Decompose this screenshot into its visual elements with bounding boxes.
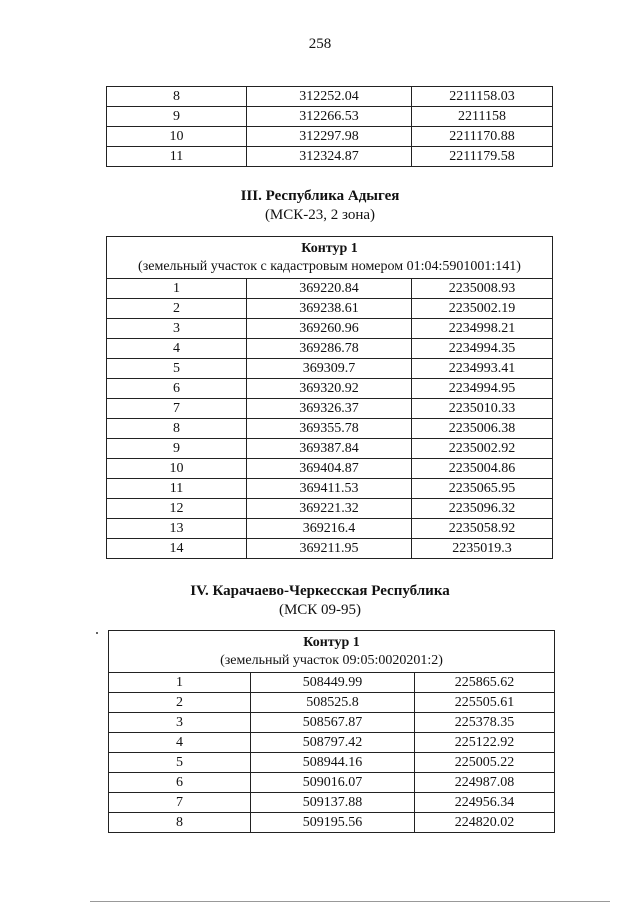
y-coordinate-cell: 224820.02 [415, 813, 555, 833]
point-number-cell: 14 [107, 539, 247, 559]
y-coordinate-cell: 2211158 [412, 107, 553, 127]
point-number-cell: 5 [109, 753, 251, 773]
contour-title: Контур 1 [303, 635, 360, 650]
page-bottom-edge [90, 901, 610, 902]
y-coordinate-cell: 2235008.93 [412, 279, 553, 299]
x-coordinate-cell: 369404.87 [247, 459, 412, 479]
table-row [107, 419, 553, 439]
table-row [109, 713, 555, 733]
x-coordinate-cell: 369320.92 [247, 379, 412, 399]
point-number-cell: 11 [107, 479, 247, 499]
y-coordinate-cell: 2211170.88 [412, 127, 553, 147]
x-coordinate-cell: 509195.56 [251, 813, 415, 833]
x-coordinate-cell: 508944.16 [251, 753, 415, 773]
x-coordinate-cell: 369211.95 [247, 539, 412, 559]
section-heading-adygea [0, 187, 640, 225]
point-number-cell: 4 [107, 339, 247, 359]
x-coordinate-cell: 312252.04 [247, 87, 412, 107]
table-row [107, 399, 553, 419]
x-coordinate-cell: 369221.32 [247, 499, 412, 519]
section-heading-karachay-cherkessia [0, 582, 640, 620]
y-coordinate-cell: 2211158.03 [412, 87, 553, 107]
y-coordinate-cell: 2235065.95 [412, 479, 553, 499]
point-number-cell: 6 [109, 773, 251, 793]
scan-speck [96, 632, 98, 634]
table-row [107, 459, 553, 479]
point-number-cell: 1 [107, 279, 247, 299]
section-subtitle: (МСК-23, 2 зона) [264, 207, 376, 223]
section-subtitle: (МСК 09-95) [278, 602, 362, 618]
y-coordinate-cell: 2235006.38 [412, 419, 553, 439]
table-row [107, 339, 553, 359]
point-number-cell: 8 [107, 419, 247, 439]
contour-title: Контур 1 [301, 241, 358, 256]
point-number-cell: 7 [107, 399, 247, 419]
x-coordinate-cell: 312297.98 [247, 127, 412, 147]
x-coordinate-cell: 509137.88 [251, 793, 415, 813]
point-number-cell: 11 [107, 147, 247, 167]
y-coordinate-cell: 225505.61 [415, 693, 555, 713]
table-row [107, 319, 553, 339]
y-coordinate-cell: 2234993.41 [412, 359, 553, 379]
x-coordinate-cell: 369238.61 [247, 299, 412, 319]
point-number-cell: 10 [107, 127, 247, 147]
y-coordinate-cell: 2234994.95 [412, 379, 553, 399]
point-number-cell: 13 [107, 519, 247, 539]
table-row [109, 813, 555, 833]
y-coordinate-cell: 2211179.58 [412, 147, 553, 167]
y-coordinate-cell: 225865.62 [415, 673, 555, 693]
contour-header-row [107, 237, 553, 279]
table-row [107, 539, 553, 559]
y-coordinate-cell: 2235002.19 [412, 299, 553, 319]
y-coordinate-cell: 2235058.92 [412, 519, 553, 539]
coordinates-table-adygea [106, 236, 553, 559]
contour-header [109, 631, 555, 673]
point-number-cell: 1 [109, 673, 251, 693]
table-row [109, 793, 555, 813]
x-coordinate-cell: 312324.87 [247, 147, 412, 167]
point-number-cell: 5 [107, 359, 247, 379]
table-row [107, 107, 553, 127]
x-coordinate-cell: 508567.87 [251, 713, 415, 733]
point-number-cell: 2 [107, 299, 247, 319]
coordinates-table-karachay-cherkessia [108, 630, 555, 833]
x-coordinate-cell: 369387.84 [247, 439, 412, 459]
y-coordinate-cell: 2234998.21 [412, 319, 553, 339]
table-row [107, 87, 553, 107]
table-row [107, 499, 553, 519]
y-coordinate-cell: 224956.34 [415, 793, 555, 813]
point-number-cell: 7 [109, 793, 251, 813]
coordinates-table-continued [106, 86, 553, 167]
point-number-cell: 3 [109, 713, 251, 733]
table-row [107, 519, 553, 539]
table-row [109, 753, 555, 773]
x-coordinate-cell: 369220.84 [247, 279, 412, 299]
table-row [107, 279, 553, 299]
contour-header [107, 237, 553, 279]
contour-note: (земельный участок с кадастровым номером 01:04:5901001:141) [138, 259, 521, 274]
table-row [107, 127, 553, 147]
x-coordinate-cell: 369286.78 [247, 339, 412, 359]
point-number-cell: 10 [107, 459, 247, 479]
table-row [107, 147, 553, 167]
x-coordinate-cell: 508449.99 [251, 673, 415, 693]
point-number-cell: 2 [109, 693, 251, 713]
x-coordinate-cell: 312266.53 [247, 107, 412, 127]
table-row [109, 693, 555, 713]
point-number-cell: 4 [109, 733, 251, 753]
table-row [109, 733, 555, 753]
y-coordinate-cell: 2235010.33 [412, 399, 553, 419]
point-number-cell: 9 [107, 439, 247, 459]
point-number-cell: 9 [107, 107, 247, 127]
y-coordinate-cell: 2235019.3 [412, 539, 553, 559]
table-row [107, 359, 553, 379]
y-coordinate-cell: 224987.08 [415, 773, 555, 793]
point-number-cell: 6 [107, 379, 247, 399]
y-coordinate-cell: 2234994.35 [412, 339, 553, 359]
point-number-cell: 8 [107, 87, 247, 107]
x-coordinate-cell: 508525.8 [251, 693, 415, 713]
table-row [107, 299, 553, 319]
x-coordinate-cell: 369260.96 [247, 319, 412, 339]
table-row [107, 439, 553, 459]
section-title: III. Республика Адыгея [240, 188, 400, 204]
y-coordinate-cell: 225378.35 [415, 713, 555, 733]
table-row [109, 673, 555, 693]
x-coordinate-cell: 369309.7 [247, 359, 412, 379]
x-coordinate-cell: 369326.37 [247, 399, 412, 419]
x-coordinate-cell: 369411.53 [247, 479, 412, 499]
table-row [107, 379, 553, 399]
y-coordinate-cell: 2235096.32 [412, 499, 553, 519]
x-coordinate-cell: 369355.78 [247, 419, 412, 439]
point-number-cell: 12 [107, 499, 247, 519]
y-coordinate-cell: 225005.22 [415, 753, 555, 773]
section-title: IV. Карачаево-Черкесская Республика [190, 583, 450, 599]
page-number: 258 [308, 36, 332, 52]
y-coordinate-cell: 2235004.86 [412, 459, 553, 479]
contour-note: (земельный участок 09:05:0020201:2) [220, 653, 443, 668]
point-number-cell: 8 [109, 813, 251, 833]
x-coordinate-cell: 508797.42 [251, 733, 415, 753]
y-coordinate-cell: 2235002.92 [412, 439, 553, 459]
table-row [107, 479, 553, 499]
x-coordinate-cell: 509016.07 [251, 773, 415, 793]
table-row [109, 773, 555, 793]
contour-header-row [109, 631, 555, 673]
y-coordinate-cell: 225122.92 [415, 733, 555, 753]
x-coordinate-cell: 369216.4 [247, 519, 412, 539]
point-number-cell: 3 [107, 319, 247, 339]
